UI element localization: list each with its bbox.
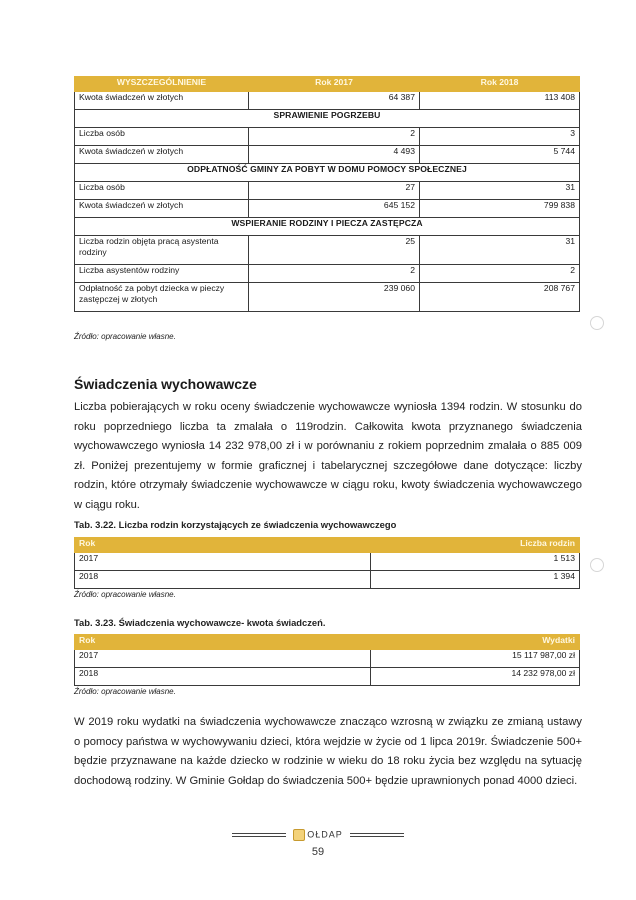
- table-row: [75, 200, 580, 218]
- section-row: [75, 110, 580, 128]
- col-header-expenses: Wydatki: [371, 635, 580, 650]
- row-label: Liczba asystentów rodziny: [75, 265, 249, 283]
- table-header-row: [75, 635, 580, 650]
- cell-2017: 645 152: [249, 200, 420, 218]
- goldap-emblem-icon: [293, 829, 305, 841]
- source-note: Źródło: opracowanie własne.: [74, 332, 176, 341]
- cell-2017: 27: [249, 182, 420, 200]
- row-label: Kwota świadczeń w złotych: [75, 200, 249, 218]
- cell-2017: 64 387: [249, 92, 420, 110]
- row-label: Kwota świadczeń w złotych: [75, 92, 249, 110]
- row-label: Kwota świadczeń w złotych: [75, 146, 249, 164]
- cell-value: 14 232 978,00 zł: [371, 668, 580, 686]
- col-header-year: Rok: [75, 538, 371, 553]
- table-row: [75, 650, 580, 668]
- paragraph-benefits-summary: Liczba pobierających w roku oceny świadczenie wychowawcze wyniosła 1394 rodzin. W stosunku do roku poprzedniego liczba ta zmalała o 119rodzin. Całkowita kwota przyznanego świadczenia wychowawczego wyniosła 14 232 978,00 zł i w porównaniu z rokiem poprzednim zmalała o 885 009 zł. Poniżej prezentujemy w formie graficznej i tabelarycznej szczegółowe dane dotyczące: liczby rodzin, które otrzymały świadczenie wychowawcze w ciągu roku, kwoty świadczenia wychowawczego w ciągu roku.: [74, 401, 582, 511]
- cell-2018: 31: [420, 236, 580, 265]
- row-label: Liczba rodzin objęta pracą asystenta rodziny: [75, 236, 249, 265]
- row-label: Odpłatność za pobyt dziecka w pieczy zastępczej w złotych: [75, 283, 249, 312]
- table-row: [75, 146, 580, 164]
- col-header-2017: Rok 2017: [249, 77, 420, 92]
- table-row: [75, 182, 580, 200]
- footer-rule-left: [232, 833, 286, 837]
- table-row: [75, 128, 580, 146]
- binder-hole-icon: [590, 316, 604, 330]
- logo-text: OŁDAP: [307, 829, 343, 840]
- cell-2017: 25: [249, 236, 420, 265]
- goldap-logo: [293, 829, 343, 841]
- cell-2018: 31: [420, 182, 580, 200]
- table-header-row: [75, 538, 580, 553]
- section-title-dps: ODPŁATNOŚĆ GMINY ZA POBYT W DOMU POMOCY SPOŁECZNEJ: [75, 164, 580, 182]
- footer-rule-right: [350, 833, 404, 837]
- cell-2018: 5 744: [420, 146, 580, 164]
- section-heading: Świadczenia wychowawcze: [74, 376, 257, 392]
- page-number: 59: [311, 846, 325, 858]
- table-row: [75, 553, 580, 571]
- table-row: [75, 668, 580, 686]
- cell-year: 2018: [75, 668, 371, 686]
- page-footer: [0, 826, 636, 858]
- table-row: [75, 265, 580, 283]
- table-benefit-amount: [74, 634, 580, 686]
- table-header-row: [75, 77, 580, 92]
- cell-2017: 2: [249, 265, 420, 283]
- source-note: Źródło: opracowanie własne.: [74, 590, 176, 599]
- cell-year: 2017: [75, 650, 371, 668]
- cell-2017: 239 060: [249, 283, 420, 312]
- cell-2017: 2: [249, 128, 420, 146]
- cell-2018: 3: [420, 128, 580, 146]
- section-title-pogrzeb: SPRAWIENIE POGRZEBU: [75, 110, 580, 128]
- col-header-families: Liczba rodzin: [371, 538, 580, 553]
- binder-hole-icon: [590, 558, 604, 572]
- col-header-year: Rok: [75, 635, 371, 650]
- cell-value: 1 513: [371, 553, 580, 571]
- table-families-count: [74, 537, 580, 589]
- table-row: [75, 571, 580, 589]
- cell-value: 15 117 987,00 zł: [371, 650, 580, 668]
- section-title-rodzina: WSPIERANIE RODZINY I PIECZA ZASTĘPCZA: [75, 218, 580, 236]
- paragraph-2019-changes: W 2019 roku wydatki na świadczenia wychowawcze znacząco wzrosną w związku ze zmianą ustawy o pomocy państwa w wychowywaniu dzieci, która wejdzie w życie od 1 lipca 2019r. Świadczenie 500+ będzie przyznawane na każde dziecko w rodzinie w wieku do 18 roku życia bez względu na sytuację dochodową rodziny. W Gminie Gołdap do świadczenia 500+ będzie uprawnionych ponad 4000 dzieci.: [74, 716, 582, 787]
- section-row: [75, 218, 580, 236]
- cell-2018: 2: [420, 265, 580, 283]
- cell-2018: 113 408: [420, 92, 580, 110]
- cell-2017: 4 493: [249, 146, 420, 164]
- cell-2018: 208 767: [420, 283, 580, 312]
- table-row: [75, 92, 580, 110]
- cell-year: 2018: [75, 571, 371, 589]
- row-label: Liczba osób: [75, 128, 249, 146]
- table-caption-3-22: Tab. 3.22. Liczba rodzin korzystających ze świadczenia wychowawczego: [74, 519, 397, 530]
- cell-value: 1 394: [371, 571, 580, 589]
- source-note: Źródło: opracowanie własne.: [74, 687, 176, 696]
- table-social-benefits: [74, 76, 580, 312]
- cell-2018: 799 838: [420, 200, 580, 218]
- table-caption-3-23: Tab. 3.23. Świadczenia wychowawcze- kwota świadczeń.: [74, 617, 326, 628]
- cell-year: 2017: [75, 553, 371, 571]
- section-row: [75, 164, 580, 182]
- row-label: Liczba osób: [75, 182, 249, 200]
- table-row: [75, 283, 580, 312]
- table-row: [75, 236, 580, 265]
- col-header-item: WYSZCZEGÓLNIENIE: [75, 77, 249, 92]
- col-header-2018: Rok 2018: [420, 77, 580, 92]
